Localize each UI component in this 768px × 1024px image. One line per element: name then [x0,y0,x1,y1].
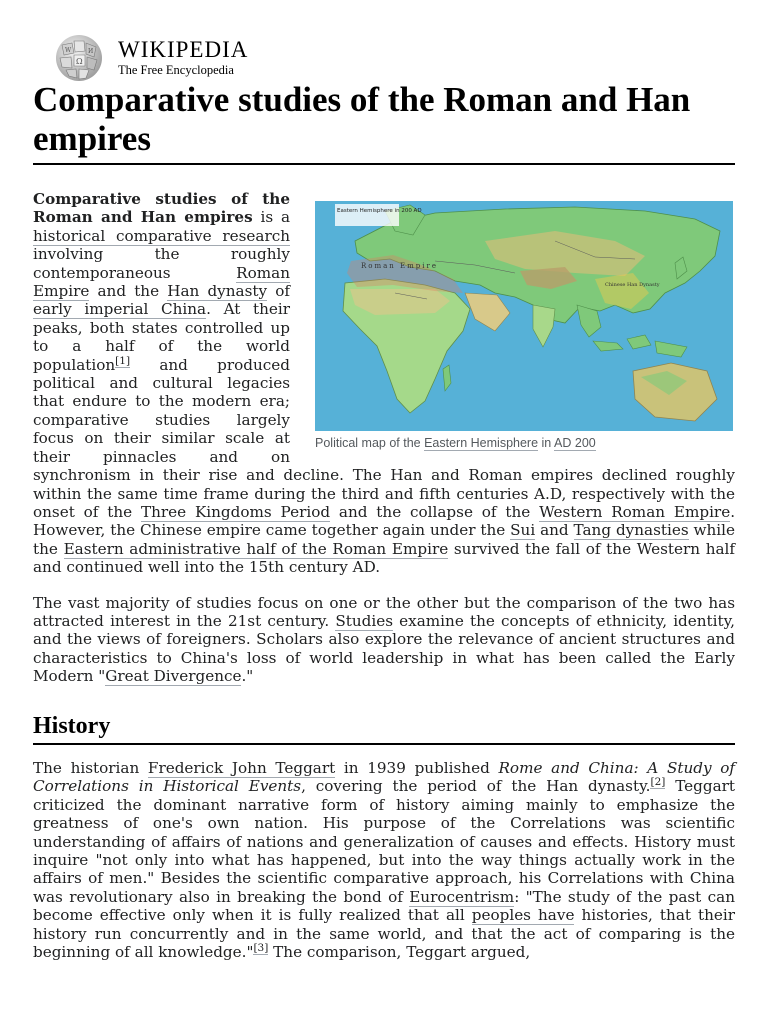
intro-paragraph: Comparative studies of the Roman and Han empires is a historical comparative research involving the roughly contemporaneous Roman Empire and the Han dynasty of early imperial China. At their peaks, both states controlled up to a half of the world population[1] and produced political and cultural legacies that endure to the modern era; comparative studies largely focus on their similar scale at their pinnacles and on synchronism in their rise and decline. The Han and Roman empires declined roughly within the same time frame during the third and fifth centuries A.D, respectively with the onset of the Three Kingdoms Period and the collapse of the Western Roman Empire. However, the Chinese empire came together again under the Sui and Tang dynasties while the Eastern administrative half of the Roman Empire survived the fall of the Western half and continued well into the 15th century AD. [33,190,736,577]
svg-text:W: W [65,47,72,54]
map-label-han: Chinese Han Dynasty [605,282,660,288]
caption-text-mid: in [538,436,555,450]
link-peoples-have[interactable]: peoples have [471,906,575,925]
caption-text: Political map of the [315,436,425,450]
map-title-label: Eastern Hemisphere in 200 AD [337,208,422,214]
caption-link-eastern-hemisphere[interactable]: Eastern Hemisphere [424,436,539,450]
lead-term: Comparative studies of the Roman and Han empires [33,190,290,227]
wikipedia-header[interactable] [52,33,312,83]
link-eurocentrism[interactable]: Eurocentrism [409,887,515,906]
link-eastern-roman-empire[interactable]: Eastern administrative half of the Roman Empire [63,539,449,558]
ref-2-link[interactable]: [2] [650,776,666,789]
link-western-roman-empire[interactable]: Western Roman Empire [539,502,731,521]
link-sui[interactable]: Sui [510,521,536,540]
svg-text:И: И [88,48,94,55]
eastern-hemisphere-map[interactable] [315,201,733,431]
map-label-roman: Roman Empire [361,262,438,270]
map-figure [315,201,735,451]
wikipedia-wordmark: WIKIPEDIA [118,37,249,62]
link-great-divergence[interactable]: Great Divergence [105,667,242,686]
intro-section [33,190,735,686]
map-caption [315,436,735,451]
link-tang-dynasties[interactable]: Tang dynasties [573,521,689,540]
wikipedia-tagline: The Free Encyclopedia [118,63,234,77]
history-paragraph: The historian Frederick John Teggart in 1939 published Rome and China: A Study of Correlations in Historical Events, covering the period of the Han dynasty.[2] Teggart criticized the dominant narrative form of history aiming mainly to emphasize the greatness of one's own nation. His purpose of the Correlations was scientific understanding of affairs of nations and generalization of causes and effects. History must inquire "not only into what has happened, but into the way things actually work in the affairs of men." Besides the scientific comparative approach, his Correlations with China was revolutionary also in breaking the bond of Eurocentrism: "The study of the past can become effective only when it is fully realized that all peoples have histories, that their history run concurrently and in the same world, and that the act of comparing is the beginning of all knowledge."[3] The comparison, Teggart argued, [33,759,736,962]
link-frederick-john-teggart[interactable]: Frederick John Teggart [147,759,336,777]
link-roman-empire[interactable]: Roman Empire [33,263,290,301]
history-heading: History [33,712,735,745]
link-han-dynasty[interactable]: Han dynasty [167,282,268,301]
wikipedia-globe-icon [52,33,106,83]
second-paragraph: The vast majority of studies focus on one or the other but the comparison of the two has attracted interest in the 21st century. Studies examine the concepts of ethnicity, identity, and the views of foreigners. Scholars also explore the relevance of ancient structures and characteristics to China's loss of world leadership in what has been called the Early Modern "Great Divergence." [33,593,736,686]
link-studies[interactable]: Studies [335,611,393,630]
ref-1-link[interactable]: [1] [115,354,131,367]
link-three-kingdoms[interactable]: Three Kingdoms Period [140,502,331,521]
ref-3-link[interactable]: [3] [253,942,269,955]
link-early-imperial-china[interactable]: early imperial China [33,300,207,319]
caption-link-ad200[interactable]: AD 200 [554,436,596,450]
link-historical-comparative-research[interactable]: historical comparative research [33,226,290,245]
book-title: Rome and China: A Study of Correlations in Historical Events [33,759,736,796]
svg-text:Ω: Ω [76,57,83,66]
page-title: Comparative studies of the Roman and Han empires [33,80,735,165]
